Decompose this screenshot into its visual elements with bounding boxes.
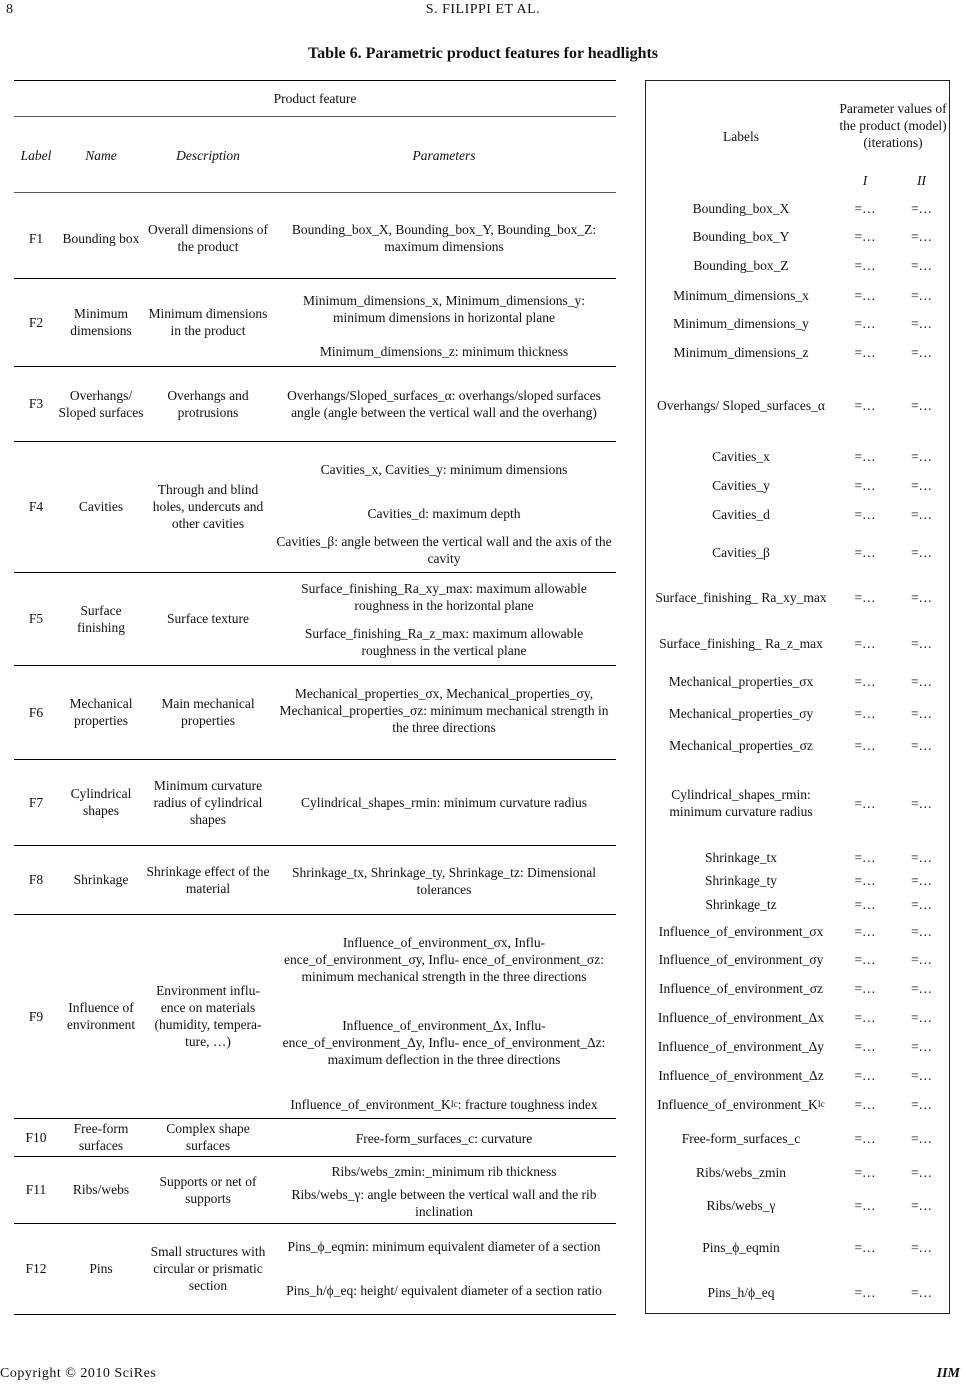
column-header-labels: Labels [723, 128, 759, 144]
feature-description-f3: Overhangs and protrusions [167, 387, 249, 420]
table-rule [14, 1314, 616, 1315]
param-value-i-row-21: =… [854, 923, 876, 939]
param-value-i-row-29: =… [854, 1164, 876, 1180]
group-header-product-feature: Product feature [273, 90, 357, 106]
feature-description-f8: Shrinkage effect of the material [146, 863, 270, 896]
column-header-parameters: Parameters [412, 147, 476, 163]
feature-parameters-f12-1: Pins_ϕ_eqmin: minimum equivalent diameter of a section [287, 1238, 601, 1254]
param-value-ii-row-19: =… [910, 872, 933, 888]
feature-label-f5: F5 [28, 611, 44, 626]
subscript-text: Ic [450, 1098, 458, 1109]
param-value-ii-row-2: =… [910, 228, 933, 244]
feature-parameters-f8-1: Shrinkage_tx, Shrinkage_ty, Shrinkage_tz: Dimensional tolerances [292, 865, 596, 897]
param-value-ii-row-16: =… [910, 737, 933, 753]
param-value-i-row-20: =… [854, 896, 876, 912]
param-value-i-row-2: =… [854, 228, 876, 244]
table-rule [14, 192, 616, 193]
param-value-ii-row-28: =… [910, 1130, 933, 1146]
param-value-ii-row-5: =… [910, 315, 933, 331]
feature-label-f2: F2 [28, 314, 44, 330]
param-label-row-16: Mechanical_properties_σz [669, 737, 813, 753]
page-number: 8 [6, 2, 13, 17]
feature-description-f2: Minimum dimensions in the product [148, 306, 268, 338]
param-value-ii-row-9: =… [910, 477, 933, 493]
param-value-ii-row-32: =… [910, 1284, 933, 1300]
column-header-description: Description [176, 147, 240, 163]
feature-parameters-f2-1: Minimum_dimensions_x, Minimum_dimensions_y: minimum dimensions in horizontal plane [302, 293, 586, 325]
feature-parameters-f6-1: Mechanical_properties_σx, Mechanical_properties_σy, Mechanical_properties_σz: minimum mechanical strength in the three directions [279, 685, 609, 735]
journal-abbreviation: IIM [936, 1366, 960, 1381]
parameter-values-table [645, 80, 950, 1314]
feature-description-f4: Through and blind holes, undercuts and other cavities [152, 482, 264, 531]
param-value-ii-row-13: =… [910, 635, 933, 651]
feature-parameters-f9-2: Influence_of_environment_Δx, Influ- ence_of_environment_Δy, Influ- ence_of_environment_Δz: maximum deflection in the three directions [282, 1017, 606, 1067]
param-label-row-9: Cavities_y [712, 477, 770, 493]
param-value-i-row-14: =… [854, 673, 876, 689]
param-value-i-row-28: =… [854, 1130, 876, 1146]
feature-description-f1: Overall dimensions of the product [148, 222, 268, 254]
feature-description-f11: Supports or net of supports [159, 1173, 257, 1206]
param-value-i-row-8: =… [854, 448, 876, 464]
param-value-ii-row-30: =… [910, 1197, 933, 1213]
param-value-i-row-9: =… [854, 477, 876, 493]
param-value-i-row-27: =… [854, 1096, 876, 1112]
param-label-row-20: Shrinkage_tz [705, 896, 777, 912]
param-value-i-row-26: =… [854, 1067, 876, 1083]
param-label-row-18: Shrinkage_tx [705, 849, 777, 865]
feature-label-f8: F8 [28, 872, 44, 887]
column-header-parameter-values: Parameter values of the product (model) (iterations) [839, 100, 947, 150]
feature-description-f9: Environment influ- ence on materials (humidity, tempera- ture, …) [154, 983, 262, 1049]
param-label-row-5: Minimum_dimensions_y [673, 315, 809, 331]
param-label-row-25: Influence_of_environment_Δy [657, 1038, 825, 1054]
feature-name-f7: Cylindrical shapes [70, 786, 132, 818]
param-value-i-row-7: =… [854, 397, 876, 413]
param-label-row-7: Overhangs/ Sloped_surfaces_α [657, 397, 825, 413]
product-feature-table [14, 80, 616, 1314]
running-header-authors: S. FILIPPI ET AL. [425, 2, 541, 17]
feature-parameters-f1-1: Bounding_box_X, Bounding_box_Y, Bounding_box_Z: maximum dimensions [291, 222, 597, 254]
param-value-ii-row-21: =… [910, 923, 933, 939]
feature-label-f12: F12 [25, 1261, 47, 1276]
param-label-row-6: Minimum_dimensions_z [673, 344, 809, 360]
subscript-text: Ic [817, 1098, 825, 1109]
feature-parameters-f3-1: Overhangs/Sloped_surfaces_α: overhangs/sloped surfaces angle (angle between the vertical wall and the overhang) [287, 388, 601, 420]
param-value-i-row-23: =… [854, 980, 876, 996]
param-label-row-1: Bounding_box_X [692, 200, 790, 216]
param-value-i-row-13: =… [854, 635, 876, 651]
param-value-i-row-25: =… [854, 1038, 876, 1054]
column-header-label: Label [20, 147, 52, 163]
feature-parameters-f4-3: Cavities_β: angle between the vertical wall and the axis of the cavity [276, 534, 612, 566]
param-value-ii-row-14: =… [910, 673, 933, 689]
feature-parameters-f10-1: Free-form_surfaces_c: curvature [355, 1130, 533, 1146]
param-value-i-row-24: =… [854, 1009, 876, 1025]
param-value-ii-row-25: =… [910, 1038, 933, 1054]
feature-description-f7: Minimum curvature radius of cylindrical shapes [153, 777, 263, 827]
table-title: Table 6. Parametric product features for headlights [307, 45, 659, 62]
param-label-row-13: Surface_finishing_ Ra_z_max [659, 635, 823, 651]
feature-label-f6: F6 [28, 704, 44, 720]
column-header-name: Name [85, 147, 117, 163]
copyright-notice: Copyright © 2010 SciRes [0, 1366, 157, 1381]
param-label-row-22: Influence_of_environment_σy [658, 951, 824, 967]
feature-parameters-f4-2: Cavities_d: maximum depth [367, 505, 521, 521]
param-value-i-row-22: =… [854, 951, 876, 967]
feature-label-f10: F10 [25, 1129, 47, 1145]
param-value-i-row-6: =… [854, 344, 876, 360]
feature-label-f3: F3 [28, 396, 44, 411]
param-label-row-2: Bounding_box_Y [692, 228, 790, 244]
param-label-row-3: Bounding_box_Z [693, 257, 789, 273]
param-label-row-30: Ribs/webs_γ [706, 1197, 776, 1213]
feature-label-f1: F1 [28, 230, 44, 246]
param-value-ii-row-15: =… [910, 705, 933, 721]
param-value-ii-row-7: =… [910, 397, 933, 413]
param-value-ii-row-23: =… [910, 980, 933, 996]
feature-label-f4: F4 [28, 499, 44, 514]
param-label-row-27: Influence_of_environment_K Ic [657, 1096, 825, 1112]
feature-description-f5: Surface texture [166, 611, 250, 626]
table-rule [14, 80, 616, 81]
param-value-i-row-16: =… [854, 737, 876, 753]
feature-name-f4: Cavities [78, 499, 124, 514]
param-value-i-row-32: =… [854, 1284, 876, 1300]
feature-name-f9: Influence of environment [66, 1000, 136, 1032]
param-value-i-row-15: =… [854, 705, 876, 721]
param-label-row-28: Free-form_surfaces_c [681, 1130, 801, 1146]
param-label-row-19: Shrinkage_ty [705, 872, 777, 888]
param-value-i-row-12: =… [854, 589, 876, 605]
param-label-row-4: Minimum_dimensions_x [673, 287, 809, 303]
param-value-i-row-10: =… [854, 506, 876, 522]
param-label-row-26: Influence_of_environment_Δz [658, 1067, 824, 1083]
param-value-ii-row-11: =… [910, 544, 933, 560]
feature-label-f9: F9 [28, 1008, 44, 1024]
feature-label-f11: F11 [25, 1182, 47, 1197]
feature-parameters-f11-1: Ribs/webs_zmin:_minimum rib thickness [331, 1163, 557, 1179]
param-value-i-row-5: =… [854, 315, 876, 331]
feature-name-f8: Shrinkage [73, 872, 129, 887]
param-value-ii-row-6: =… [910, 344, 933, 360]
feature-description-f10: Complex shape surfaces [166, 1121, 250, 1153]
table-rule [14, 116, 616, 117]
feature-name-f12: Pins [89, 1261, 113, 1276]
param-label-row-23: Influence_of_environment_σz [659, 980, 823, 996]
param-value-ii-row-8: =… [910, 448, 933, 464]
param-label-row-24: Influence_of_environment_Δx [657, 1009, 825, 1025]
param-label-row-12: Surface_finishing_ Ra_xy_max [655, 589, 827, 605]
feature-name-f3: Overhangs/ Sloped surfaces [58, 387, 144, 420]
param-label-row-14: Mechanical_properties_σx [668, 673, 814, 689]
param-value-i-row-31: =… [854, 1239, 876, 1255]
feature-parameters-f5-1: Surface_finishing_Ra_xy_max: maximum allowable roughness in the horizontal plane [301, 581, 587, 613]
param-value-i-row-18: =… [854, 849, 876, 865]
param-label-row-10: Cavities_d [712, 506, 770, 522]
feature-parameters-f7-1: Cylindrical_shapes_rmin: minimum curvature radius [300, 794, 588, 810]
param-value-ii-row-24: =… [910, 1009, 933, 1025]
feature-description-f12: Small structures with circular or prismatic section [150, 1244, 266, 1293]
param-value-ii-row-18: =… [910, 849, 933, 865]
param-value-ii-row-3: =… [910, 257, 933, 273]
feature-name-f2: Minimum dimensions [70, 306, 132, 338]
param-value-ii-row-27: =… [910, 1096, 933, 1112]
feature-parameters-f9-3: Influence_of_environment_K Ic : fracture toughness index [290, 1096, 598, 1112]
column-header-iteration-ii: II [917, 172, 926, 188]
param-value-ii-row-20: =… [910, 896, 933, 912]
param-value-i-row-4: =… [854, 287, 876, 303]
param-value-ii-row-10: =… [910, 506, 933, 522]
feature-name-f5: Surface finishing [76, 602, 125, 635]
param-label-row-29: Ribs/webs_zmin [696, 1164, 786, 1180]
feature-description-f6: Main mechanical properties [161, 696, 255, 728]
param-label-row-32: Pins_h/ϕ_eq [707, 1284, 775, 1300]
feature-parameters-f2-2: Minimum_dimensions_z: minimum thickness [319, 343, 569, 359]
param-label-row-15: Mechanical_properties_σy [668, 705, 814, 721]
param-value-i-row-1: =… [854, 200, 876, 216]
param-value-ii-row-22: =… [910, 951, 933, 967]
feature-label-f7: F7 [28, 794, 44, 810]
param-value-ii-row-4: =… [910, 287, 933, 303]
feature-name-f6: Mechanical properties [69, 696, 133, 728]
param-value-ii-row-12: =… [910, 589, 933, 605]
feature-parameters-f11-2: Ribs/webs_γ: angle between the vertical wall and the rib inclination [291, 1187, 597, 1219]
feature-parameters-f9-1: Influence_of_environment_σx, Influ- ence_of_environment_σy, Influ- ence_of_environment_σz: minimum mechanical strength in the three directions [284, 934, 604, 984]
feature-parameters-f4-1: Cavities_x, Cavities_y: minimum dimensions [320, 461, 568, 477]
feature-parameters-f12-2: Pins_h/ϕ_eq: height/ equivalent diameter of a section ratio [286, 1282, 602, 1298]
param-value-i-row-3: =… [854, 257, 876, 273]
param-value-ii-row-26: =… [910, 1067, 933, 1083]
param-label-row-17: Cylindrical_shapes_rmin: minimum curvature radius [669, 787, 813, 819]
param-label-row-11: Cavities_β [712, 544, 770, 560]
param-value-i-row-17: =… [854, 795, 876, 811]
param-label-row-21: Influence_of_environment_σx [658, 923, 824, 939]
feature-name-f10: Free-form surfaces [73, 1121, 129, 1153]
param-label-row-31: Pins_ϕ_eqmin [702, 1239, 780, 1255]
param-label-row-8: Cavities_x [712, 448, 770, 464]
param-value-ii-row-1: =… [910, 200, 933, 216]
param-value-i-row-30: =… [854, 1197, 876, 1213]
param-value-ii-row-31: =… [910, 1239, 933, 1255]
param-value-i-row-11: =… [854, 544, 876, 560]
param-value-ii-row-29: =… [910, 1164, 933, 1180]
feature-name-f1: Bounding box [62, 230, 140, 246]
feature-parameters-f5-2: Surface_finishing_Ra_z_max: maximum allowable roughness in the vertical plane [304, 626, 584, 658]
param-value-ii-row-17: =… [910, 795, 933, 811]
feature-name-f11: Ribs/webs [72, 1182, 130, 1197]
column-header-iteration-i: I [862, 172, 868, 188]
param-value-i-row-19: =… [854, 872, 876, 888]
